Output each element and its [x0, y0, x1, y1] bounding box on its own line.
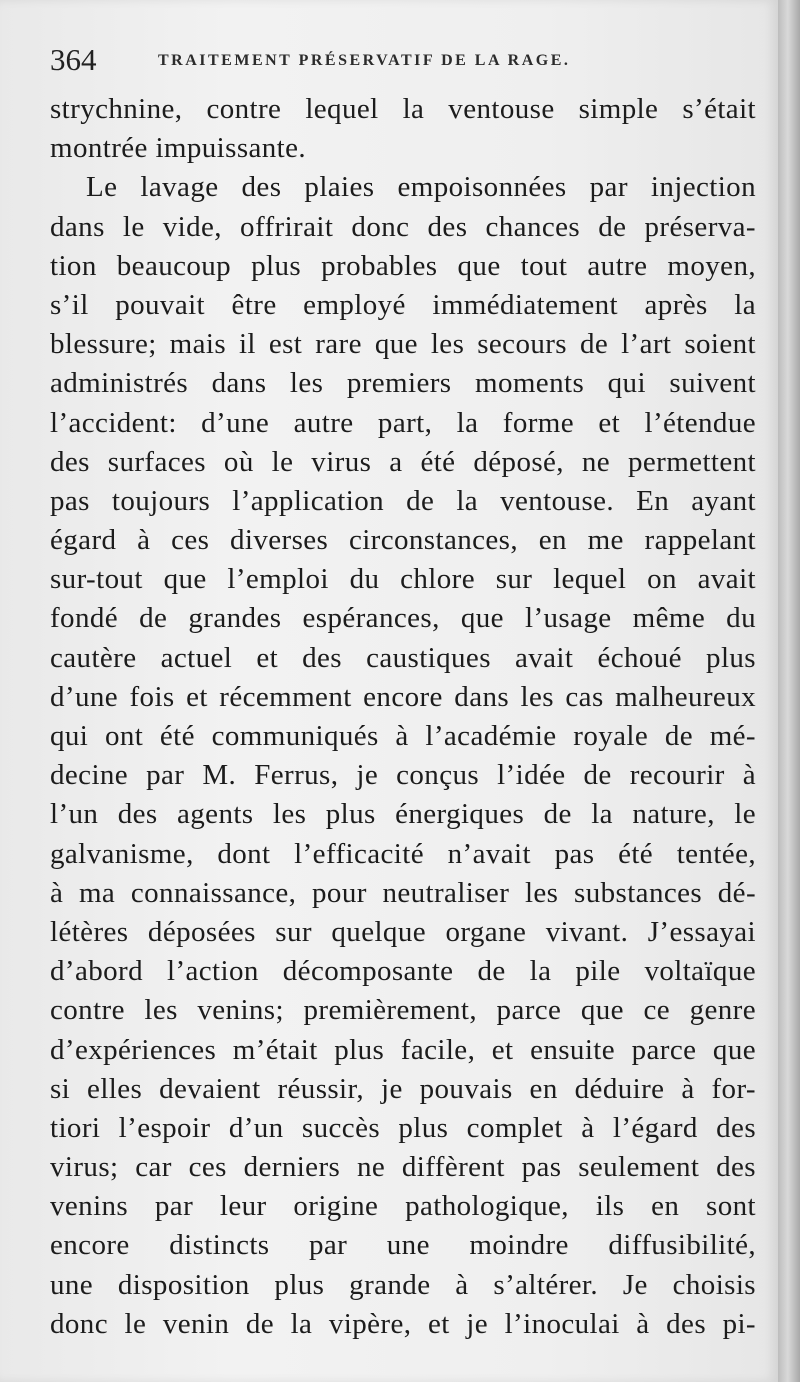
- page-number: 364: [50, 42, 97, 77]
- body-text: [50, 90, 756, 1344]
- text-line: dans le vide, offrirait donc des chances de préserva-: [50, 210, 756, 243]
- text-line: galvanisme, dont l’efficacité n’avait pas été tentée,: [50, 837, 756, 870]
- text-line: montrée impuissante.: [50, 132, 307, 165]
- text-line: l’un des agents les plus énergiques de la nature, le: [50, 798, 756, 831]
- text-line: fondé de grandes espérances, que l’usage même du: [50, 602, 756, 635]
- text-line: une disposition plus grande à s’altérer. Je choisis: [50, 1268, 756, 1301]
- text-line: donc le venin de la vipère, et je l’inoculai à des pi-: [50, 1307, 756, 1340]
- text-line: tion beaucoup plus probables que tout autre moyen,: [50, 249, 756, 282]
- text-line: tiori l’espoir d’un succès plus complet à l’égard des: [50, 1111, 756, 1144]
- text-line: venins par leur origine pathologique, ils en sont: [50, 1190, 756, 1223]
- text-line: égard à ces diverses circonstances, en me rappelant: [50, 524, 756, 557]
- text-line: virus; car ces derniers ne diffèrent pas seulement des: [50, 1151, 756, 1184]
- text-line: blessure; mais il est rare que les secours de l’art soient: [50, 328, 756, 361]
- text-line: si elles devaient réussir, je pouvais en déduire à for-: [50, 1072, 756, 1105]
- text-line: l’accident: d’une autre part, la forme et l’étendue: [50, 406, 756, 439]
- text-line: létères déposées sur quelque organe vivant. J’essayai: [50, 915, 756, 948]
- text-line: d’une fois et récemment encore dans les cas malheureux: [50, 680, 756, 713]
- text-line: encore distincts par une moindre diffusibilité,: [50, 1229, 756, 1262]
- page-header: [50, 42, 750, 82]
- text-line: des surfaces où le virus a été déposé, ne permettent: [50, 445, 756, 478]
- page-edge: [778, 0, 800, 1382]
- text-line: cautère actuel et des caustiques avait échoué plus: [50, 641, 756, 674]
- text-line: contre les venins; premièrement, parce que ce genre: [50, 994, 756, 1027]
- text-line: s’il pouvait être employé immédiatement après la: [50, 288, 756, 321]
- text-line: pas toujours l’application de la ventouse. En ayant: [50, 484, 756, 517]
- text-line: d’expériences m’était plus facile, et ensuite parce que: [50, 1033, 756, 1066]
- text-line: Le lavage des plaies empoisonnées par injection: [86, 171, 756, 204]
- text-line: administrés dans les premiers moments qui suivent: [50, 367, 756, 400]
- text-line: strychnine, contre lequel la ventouse simple s’était: [50, 93, 756, 125]
- text-line: qui ont été communiqués à l’académie royale de mé-: [50, 720, 756, 752]
- running-head: TRAITEMENT PRÉSERVATIF DE LA RAGE.: [158, 52, 571, 69]
- text-line: sur-tout que l’emploi du chlore sur lequel on avait: [50, 563, 756, 596]
- text-line: à ma connaissance, pour neutraliser les substances dé-: [50, 876, 756, 909]
- text-line: d’abord l’action décomposante de la pile voltaïque: [50, 955, 756, 988]
- text-line: decine par M. Ferrus, je conçus l’idée de recourir à: [50, 759, 756, 792]
